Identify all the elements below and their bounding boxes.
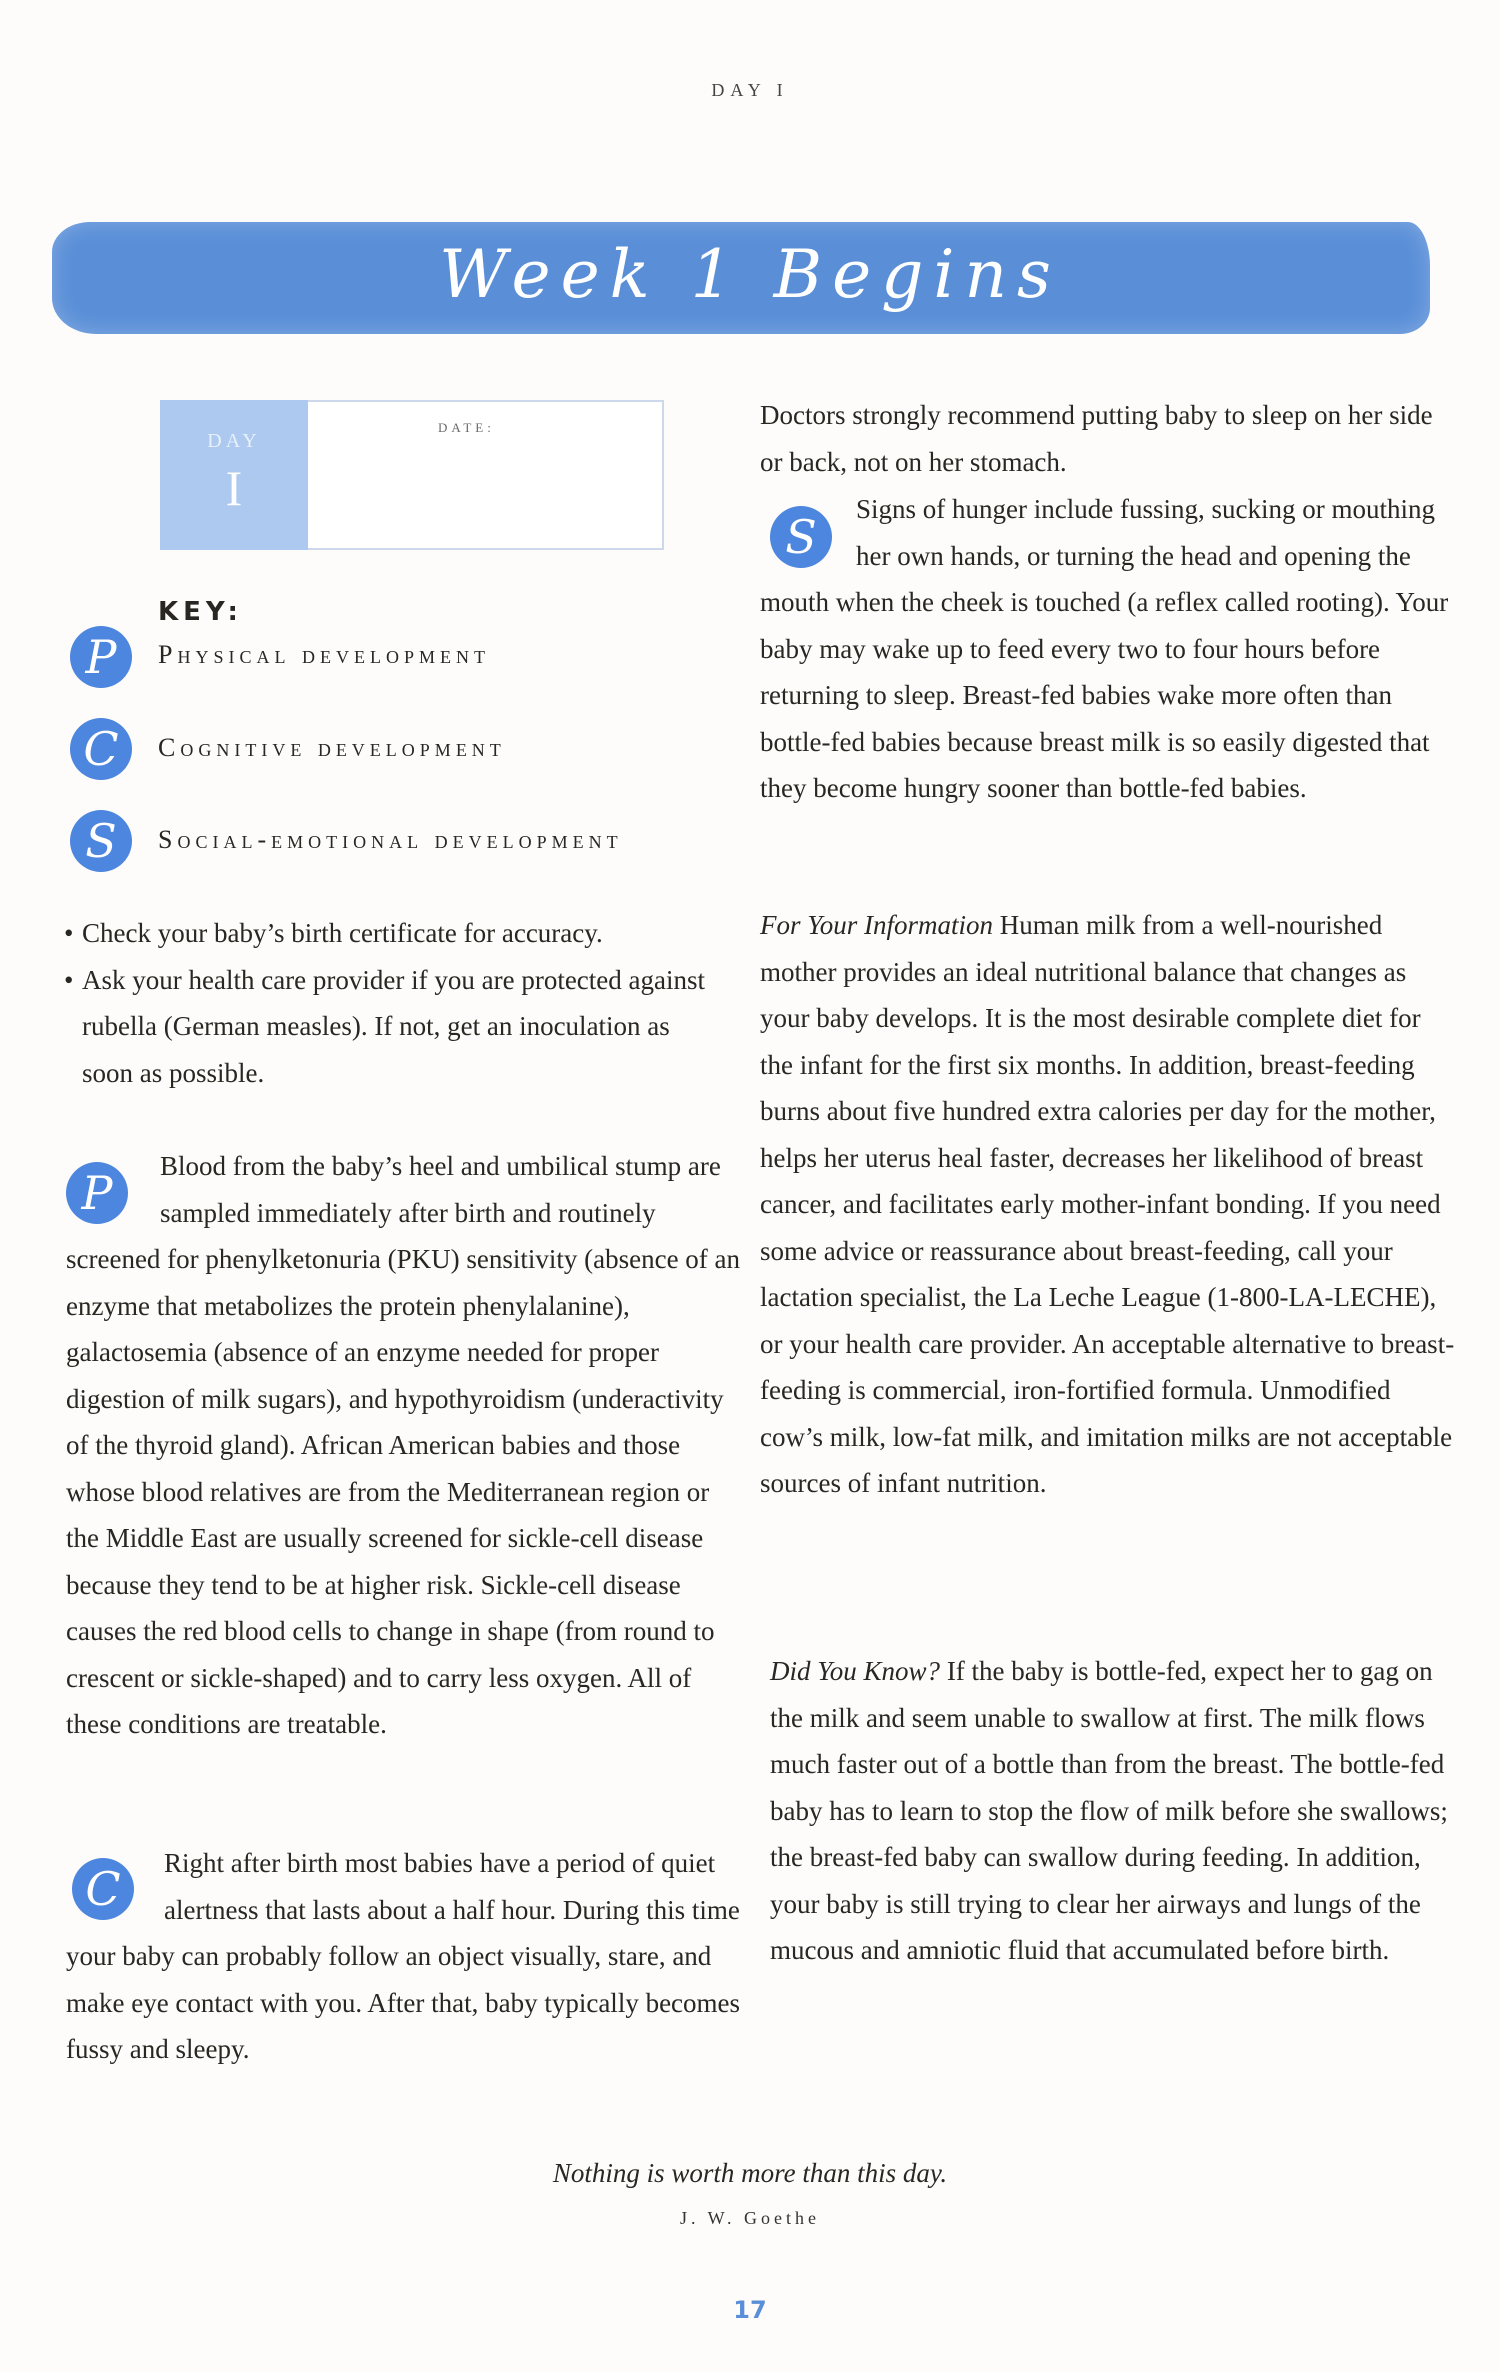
social-text: Signs of hunger include fussing, sucking or mouthing her own hands, or turning the head and opening the mouth when the cheek is touched (a reflex called rooting). Your baby may wake up to feed every two to four hours before returning to sleep. Breast-fed babies wake more often than bottle-fed babies because breast milk is so easily digested that they become hungry sooner than bottle-fed babies. [760, 494, 1449, 803]
sleep-paragraph: Doctors strongly recommend putting baby to sleep on her side or back, not on her stomach. [760, 400, 1433, 477]
dyk-lead: Did You Know? [770, 1656, 941, 1686]
list-item: • Check your baby’s birth certificate for accuracy. [64, 910, 724, 957]
day-number: I [225, 460, 243, 516]
running-head: DAY I [711, 80, 789, 100]
did-you-know-paragraph [770, 1648, 1460, 1974]
cognitive-text: Right after birth most babies have a period of quiet alertness that lasts about a half hour. During this time your baby can probably follow an object visually, stare, and make eye contact with you. After that, baby typically becomes fussy and sleepy. [66, 1848, 741, 2064]
key-social-label: Social-emotional development [158, 825, 623, 854]
cognitive-c-icon: C [72, 1858, 134, 1920]
closing-quote: Nothing is worth more than this day. [552, 2158, 948, 2188]
social-s-icon: S [770, 506, 832, 568]
social-paragraph [760, 486, 1460, 812]
fyi-lead: For Your Information [760, 910, 994, 940]
cognitive-c-icon: C [70, 718, 132, 780]
date-label: DATE: [438, 420, 495, 435]
key-cognitive-label: Cognitive development [158, 733, 506, 762]
physical-p-icon: P [66, 1162, 128, 1224]
key-physical-label: Physical development [158, 640, 490, 669]
physical-p-icon: P [70, 626, 132, 688]
social-s-icon: S [70, 810, 132, 872]
list-item: • Ask your health care provider if you are protected against rubella (German measles). If not, get an inoculation as soon as possible. [64, 957, 724, 1097]
key-heading: KEY: [158, 597, 243, 627]
page-number: 17 [733, 2296, 767, 2324]
cognitive-paragraph [66, 1840, 742, 2073]
fyi-text: Human milk from a well-nourished mother provides an ideal nutritional balance that changes as your baby develops. It is the most desirable complete diet for the infant for the first six months. In addition, breast-feeding burns about five hundred extra calories per day for the mother, helps her uterus heal faster, decreases her likelihood of breast cancer, and facilitates early mother-infant bonding. If you need some advice or reassurance about breast-feeding, call your lactation specialist, the La Leche League (1-800-LA-LECHE), or your health care provider. An acceptable alternative to breast-feeding is commercial, iron-fortified formula. Unmodified cow’s milk, low-fat milk, and imitation milks are not acceptable sources of infant nutrition. [760, 910, 1455, 1498]
page-title: Week 1 Begins [439, 236, 1061, 313]
day-badge [160, 400, 308, 550]
physical-text: Blood from the baby’s heel and umbilical stump are sampled immediately after birth and routinely screened for phenylketonuria (PKU) sensitivity (absence of an enzyme that metabolizes the protein phenylalanine), galactosemia (absence of an enzyme needed for proper digestion of milk sugars), and hypothyroidism (underactivity of the thyroid gland). African American babies and those whose blood relatives are from the Mediterranean region or the Middle East are usually screened for sickle-cell disease because they tend to be at higher risk. Sickle-cell disease causes the red blood cells to change in shape (from round to crescent or sickle-shaped) and to carry less oxygen. All of these conditions are treatable. [66, 1151, 741, 1739]
dyk-text: If the baby is bottle-fed, expect her to gag on the milk and seem unable to swallow at first. The milk flows much faster out of a bottle than from the breast. The bottle-fed baby has to learn to stop the flow of milk before she swallows; the breast-fed baby can swallow during feeding. In addition, your baby is still trying to clear her airways and lungs of the mucous and amniotic fluid that accumulated before birth. [770, 1656, 1448, 1965]
checklist [64, 910, 724, 1096]
day-label: DAY [207, 430, 261, 452]
quote-author: J. W. Goethe [680, 2208, 820, 2228]
physical-paragraph [66, 1143, 742, 1748]
fyi-paragraph [760, 902, 1460, 1507]
